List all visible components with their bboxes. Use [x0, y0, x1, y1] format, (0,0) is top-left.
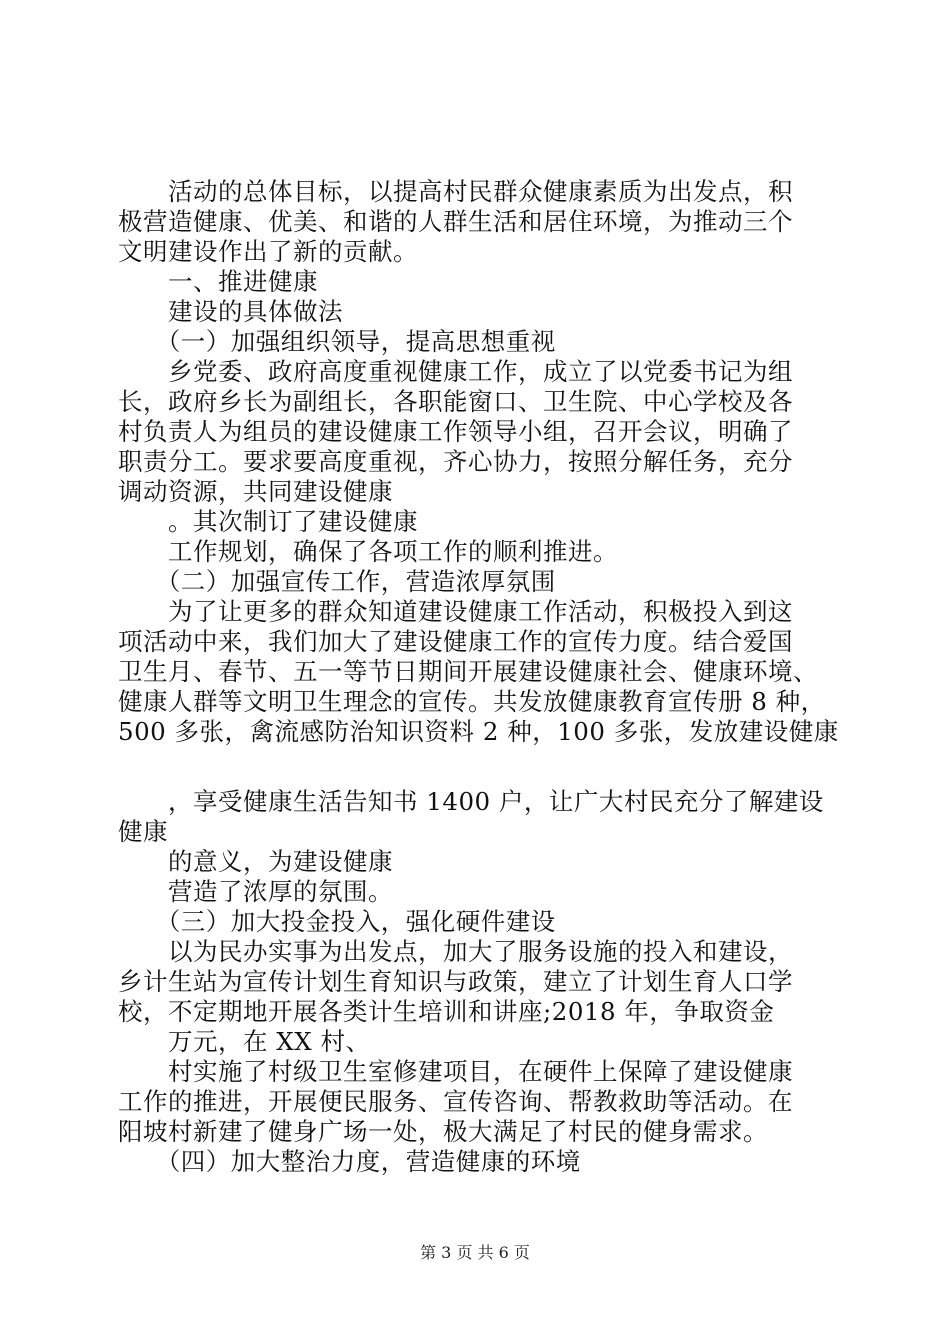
page-footer: 第 3 页 共 6 页: [420, 1243, 530, 1262]
text-line: 村负责人为组员的建设健康工作领导小组，召开会议，明确了: [118, 417, 793, 446]
text-line: 健康: [118, 817, 168, 846]
subsection-heading: （二）加强宣传工作，营造浓厚氛围: [118, 567, 556, 596]
text-line: 乡计生站为宣传计划生育知识与政策，建立了计划生育人口学: [118, 967, 793, 996]
subsection-heading: （四）加大整治力度，营造健康的环境: [118, 1147, 581, 1176]
text-line: 工作的推进，开展便民服务、宣传咨询、帮教救助等活动。在: [118, 1087, 793, 1116]
text-line: ，享受健康生活告知书 1400 户，让广大村民充分了解建设: [118, 787, 824, 816]
text-line: 调动资源，共同建设健康: [118, 477, 393, 506]
text-line: 极营造健康、优美、和谐的人群生活和居住环境，为推动三个: [118, 207, 793, 236]
text-line: 营造了浓厚的氛围。: [118, 877, 393, 906]
text-line: 卫生月、春节、五一等节日期间开展建设健康社会、健康环境、: [118, 657, 818, 686]
text-line: 村实施了村级卫生室修建项目，在硬件上保障了建设健康: [118, 1057, 793, 1086]
text-line: 。其次制订了建设健康: [118, 507, 418, 536]
text-line: 项活动中来，我们加大了建设健康工作的宣传力度。结合爱国: [118, 627, 793, 656]
text-line: 万元，在 XX 村、: [118, 1027, 371, 1056]
text-line: 乡党委、政府高度重视健康工作，成立了以党委书记为组: [118, 357, 793, 386]
text-line: 500 多张，禽流感防治知识资料 2 种，100 多张，发放建设健康: [118, 717, 839, 746]
text-line: 建设的具体做法: [118, 297, 343, 326]
text-line: 长，政府乡长为副组长，各职能窗口、卫生院、中心学校及各: [118, 387, 793, 416]
subsection-heading: （三）加大投金投入，强化硬件建设: [118, 907, 556, 936]
text-line: 的意义，为建设健康: [118, 847, 393, 876]
text-line: 校，不定期地开展各类计生培训和讲座;2018 年，争取资金: [118, 997, 775, 1026]
text-line: 健康人群等文明卫生理念的宣传。共发放健康教育宣传册 8 种，: [118, 687, 826, 716]
text-line: 阳坡村新建了健身广场一处，极大满足了村民的健身需求。: [118, 1117, 768, 1146]
text-line: 为了让更多的群众知道建设健康工作活动，积极投入到这: [118, 597, 793, 626]
text-line: 文明建设作出了新的贡献。: [118, 237, 418, 266]
text-line: 以为民办实事为出发点，加大了服务设施的投入和建设，: [118, 937, 793, 966]
text-line: 工作规划，确保了各项工作的顺利推进。: [118, 537, 618, 566]
subsection-heading: （一）加强组织领导，提高思想重视: [118, 327, 556, 356]
text-line: 活动的总体目标，以提高村民群众健康素质为出发点，积: [118, 177, 793, 206]
section-heading: 一、推进健康: [118, 267, 318, 296]
text-line: 职责分工。要求要高度重视，齐心协力，按照分解任务，充分: [118, 447, 793, 476]
